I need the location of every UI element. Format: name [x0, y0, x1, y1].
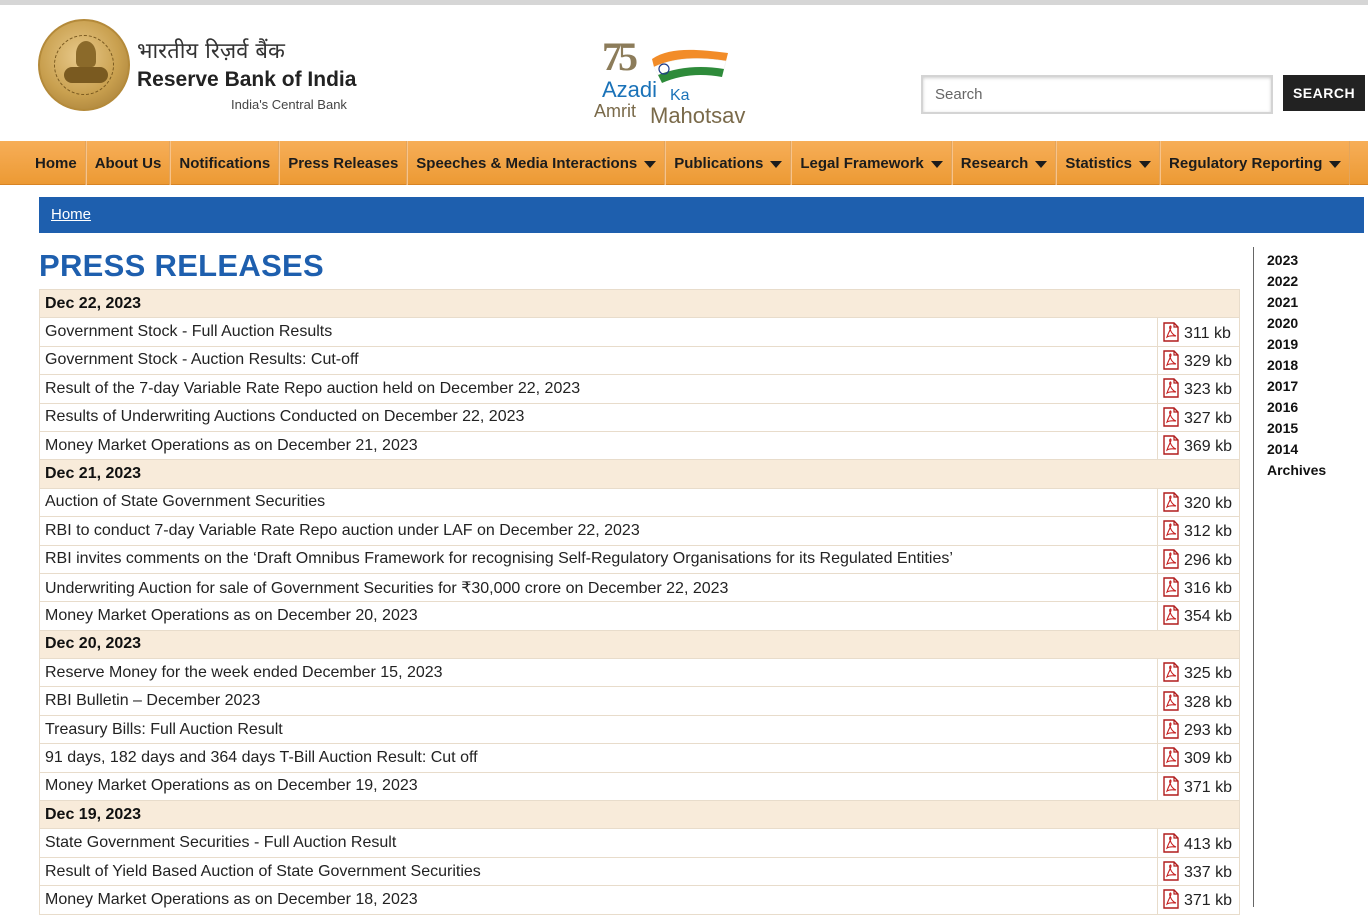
pdf-download-cell[interactable]	[1158, 517, 1240, 545]
amrit-amrit: Amrit	[594, 101, 636, 121]
pdf-file-size: 337 kb	[1184, 864, 1233, 881]
year-link-2020[interactable]: 2020	[1267, 315, 1299, 331]
pdf-icon[interactable]	[1162, 747, 1180, 767]
nav-item-label: About Us	[94, 154, 162, 172]
pdf-file-size: 320 kb	[1184, 494, 1233, 512]
caret-down-icon[interactable]	[770, 161, 782, 168]
press-release-row	[40, 403, 1240, 431]
caret-down-icon[interactable]	[644, 161, 656, 168]
year-link-2022[interactable]: 2022	[1267, 273, 1299, 289]
year-filter-sidebar	[1253, 247, 1368, 907]
pdf-download-cell[interactable]	[1158, 659, 1240, 687]
date-group-label: Dec 21, 2023	[40, 460, 1240, 488]
year-link-archives[interactable]: Archives	[1267, 462, 1327, 478]
press-release-title-link[interactable]: RBI invites comments on the ‘Draft Omnibus Framework for recognising Self-Regulatory Organisations for its Regulated Entities’	[40, 545, 1158, 573]
press-release-title-link[interactable]: Money Market Operations as on December 20, 2023	[40, 602, 1158, 630]
date-group-row	[40, 290, 1240, 318]
year-link-2017[interactable]: 2017	[1267, 378, 1299, 394]
press-release-row	[40, 857, 1240, 885]
press-release-title-link[interactable]: Auction of State Government Securities	[40, 488, 1158, 516]
press-release-title-link[interactable]: RBI Bulletin – December 2023	[40, 687, 1158, 715]
pdf-file-size: 309 kb	[1184, 750, 1233, 768]
caret-down-icon[interactable]	[1139, 161, 1151, 168]
press-release-row	[40, 744, 1240, 772]
press-release-title-link[interactable]: 91 days, 182 days and 364 days T-Bill Auction Result: Cut off	[40, 744, 1158, 772]
nav-item-research[interactable]	[952, 141, 1057, 185]
pdf-icon[interactable]	[1162, 605, 1180, 625]
press-release-row	[40, 829, 1240, 857]
press-release-row	[40, 602, 1240, 630]
amrit-azadi: Azadi	[602, 77, 658, 102]
bank-name[interactable]: Reserve Bank of India	[137, 68, 357, 91]
press-release-row	[40, 886, 1240, 914]
press-release-title-link[interactable]: Result of the 7-day Variable Rate Repo auction held on December 22, 2023	[40, 375, 1158, 403]
pdf-icon[interactable]	[1162, 378, 1180, 398]
search-input[interactable]	[921, 75, 1273, 114]
bank-name-hindi: भारतीय रिज़र्व बैंक	[137, 39, 285, 64]
breadcrumb	[39, 197, 1364, 233]
amrit-ka: Ka	[670, 87, 690, 104]
pdf-download-cell[interactable]	[1158, 857, 1240, 885]
pdf-file-size: 293 kb	[1184, 722, 1233, 740]
date-group-label: Dec 19, 2023	[40, 801, 1240, 829]
press-release-row	[40, 772, 1240, 800]
press-release-title-link[interactable]: Government Stock - Auction Results: Cut-off	[40, 346, 1158, 374]
pdf-icon[interactable]	[1162, 549, 1180, 569]
date-group-row	[40, 630, 1240, 658]
pdf-icon[interactable]	[1162, 861, 1180, 881]
pdf-icon[interactable]	[1162, 577, 1180, 597]
pdf-icon[interactable]	[1162, 833, 1180, 853]
pdf-download-cell[interactable]	[1158, 346, 1240, 374]
pdf-icon[interactable]	[1162, 889, 1180, 909]
press-release-title-link[interactable]: Treasury Bills: Full Auction Result	[40, 715, 1158, 743]
nav-item-label: Regulatory Reporting	[1169, 154, 1323, 172]
nav-item-regulatory-reporting[interactable]	[1160, 141, 1350, 185]
pdf-icon[interactable]	[1162, 407, 1180, 427]
date-group-row	[40, 801, 1240, 829]
pdf-download-cell[interactable]	[1158, 488, 1240, 516]
pdf-icon[interactable]	[1162, 492, 1180, 512]
caret-down-icon[interactable]	[931, 161, 943, 168]
pdf-download-cell[interactable]	[1158, 602, 1240, 630]
press-releases-table	[39, 289, 1240, 915]
pdf-file-size: 316 kb	[1184, 580, 1233, 598]
press-release-row	[40, 545, 1240, 573]
nav-item-label: Press Releases	[288, 154, 399, 172]
pdf-icon[interactable]	[1162, 350, 1180, 370]
pdf-icon[interactable]	[1162, 520, 1180, 540]
date-group-label: Dec 22, 2023	[40, 290, 1240, 318]
nav-item-publications[interactable]	[665, 141, 791, 185]
pdf-file-size: 328 kb	[1184, 693, 1233, 711]
main-nav-list	[27, 141, 1368, 185]
azadi-ka-amrit-mahotsav-logo	[594, 31, 764, 127]
caret-down-icon[interactable]	[1035, 161, 1047, 168]
press-release-row	[40, 318, 1240, 346]
pdf-file-size: 371 kb	[1184, 778, 1233, 796]
year-link-2018[interactable]: 2018	[1267, 357, 1299, 373]
amrit-75: 75	[602, 34, 634, 79]
press-release-title-link[interactable]: State Government Securities - Full Auction Result	[40, 829, 1158, 857]
press-release-title-link[interactable]: Money Market Operations as on December 19, 2023	[40, 772, 1158, 800]
press-release-title-link[interactable]: Government Stock - Full Auction Results	[40, 318, 1158, 346]
press-release-row	[40, 431, 1240, 459]
nav-item-label: Notifications	[179, 154, 271, 172]
pdf-file-size: 325 kb	[1184, 665, 1233, 683]
caret-down-icon[interactable]	[1329, 161, 1341, 168]
pdf-download-cell[interactable]	[1158, 744, 1240, 772]
nav-item-label: Home	[35, 154, 77, 172]
breadcrumb-home-link[interactable]: Home	[51, 206, 92, 223]
press-release-row	[40, 375, 1240, 403]
tricolor-flag-icon	[650, 45, 730, 85]
nav-item-label: Publications	[674, 154, 764, 172]
nav-item-notifications[interactable]	[170, 141, 279, 185]
nav-item-label: Speeches & Media Interactions	[416, 154, 638, 172]
nav-item-home[interactable]	[27, 141, 86, 185]
pdf-file-size: 311 kb	[1184, 324, 1231, 342]
pdf-file-size: 329 kb	[1184, 352, 1233, 370]
pdf-file-size: 296 kb	[1184, 551, 1233, 569]
year-link-2019[interactable]: 2019	[1267, 336, 1299, 352]
pdf-icon[interactable]	[1162, 435, 1180, 455]
page-title: PRESS RELEASES	[39, 248, 325, 283]
pdf-icon[interactable]	[1162, 691, 1180, 711]
nav-item-label: Statistics	[1065, 154, 1133, 172]
pdf-download-cell[interactable]	[1158, 829, 1240, 857]
emblem-tiger	[64, 67, 108, 83]
pdf-download-cell[interactable]	[1158, 375, 1240, 403]
search-button[interactable]: SEARCH	[1283, 75, 1365, 111]
pdf-icon[interactable]	[1162, 322, 1180, 342]
pdf-download-cell[interactable]	[1158, 545, 1240, 573]
pdf-download-cell[interactable]	[1158, 431, 1240, 459]
press-release-row	[40, 573, 1240, 601]
amrit-mahotsav: Mahotsav	[650, 103, 746, 128]
press-release-title-link[interactable]: Reserve Money for the week ended December 15, 2023	[40, 659, 1158, 687]
press-release-row	[40, 687, 1240, 715]
pdf-file-size: 371 kb	[1184, 892, 1233, 910]
press-release-row	[40, 659, 1240, 687]
year-link-2014[interactable]: 2014	[1267, 441, 1299, 457]
pdf-icon[interactable]	[1162, 662, 1180, 682]
nav-item-about-us[interactable]	[86, 141, 171, 185]
press-release-row	[40, 517, 1240, 545]
main-navigation	[0, 141, 1368, 185]
pdf-icon[interactable]	[1162, 719, 1180, 739]
pdf-download-cell[interactable]	[1158, 403, 1240, 431]
pdf-icon[interactable]	[1162, 776, 1180, 796]
pdf-download-cell[interactable]	[1158, 886, 1240, 914]
nav-item-statistics[interactable]	[1056, 141, 1160, 185]
masthead	[0, 5, 1368, 141]
year-list	[1254, 247, 1368, 481]
nav-item-label: Research	[960, 154, 1029, 172]
pdf-download-cell[interactable]	[1158, 318, 1240, 346]
pdf-file-size: 413 kb	[1184, 835, 1233, 853]
press-release-title-link[interactable]: RBI to conduct 7-day Variable Rate Repo auction under LAF on December 22, 2023	[40, 517, 1158, 545]
press-release-title-link[interactable]: Results of Underwriting Auctions Conducted on December 22, 2023	[40, 403, 1158, 431]
press-release-row	[40, 488, 1240, 516]
emblem-palm-tree	[76, 41, 96, 67]
nav-item-legal-framework[interactable]	[791, 141, 951, 185]
year-link-2015[interactable]: 2015	[1267, 420, 1299, 436]
pdf-file-size: 369 kb	[1184, 438, 1233, 456]
date-group-label: Dec 20, 2023	[40, 630, 1240, 658]
pdf-download-cell[interactable]	[1158, 715, 1240, 743]
press-release-row	[40, 715, 1240, 743]
press-release-title-link[interactable]: Money Market Operations as on December 18, 2023	[40, 886, 1158, 914]
rbi-emblem-logo[interactable]	[38, 19, 130, 111]
date-group-row	[40, 460, 1240, 488]
nav-item-speeches-media-interactions[interactable]	[407, 141, 665, 185]
bank-tagline: India's Central Bank	[231, 97, 347, 112]
pdf-file-size: 312 kb	[1184, 523, 1233, 541]
year-link-2021[interactable]: 2021	[1267, 294, 1299, 310]
pdf-download-cell[interactable]	[1158, 573, 1240, 601]
year-link-2023[interactable]: 2023	[1267, 252, 1299, 268]
pdf-file-size: 323 kb	[1184, 381, 1233, 399]
press-release-title-link[interactable]: Money Market Operations as on December 21, 2023	[40, 431, 1158, 459]
press-release-row	[40, 346, 1240, 374]
pdf-file-size: 327 kb	[1184, 409, 1233, 427]
press-release-title-link[interactable]: Result of Yield Based Auction of State Government Securities	[40, 857, 1158, 885]
press-release-title-link[interactable]: Underwriting Auction for sale of Government Securities for ₹30,000 crore on December 22, 2023	[40, 573, 1158, 601]
pdf-download-cell[interactable]	[1158, 687, 1240, 715]
nav-item-press-releases[interactable]	[279, 141, 407, 185]
year-link-2016[interactable]: 2016	[1267, 399, 1299, 415]
nav-item-label: Legal Framework	[800, 154, 924, 172]
pdf-download-cell[interactable]	[1158, 772, 1240, 800]
pdf-file-size: 354 kb	[1184, 608, 1233, 626]
